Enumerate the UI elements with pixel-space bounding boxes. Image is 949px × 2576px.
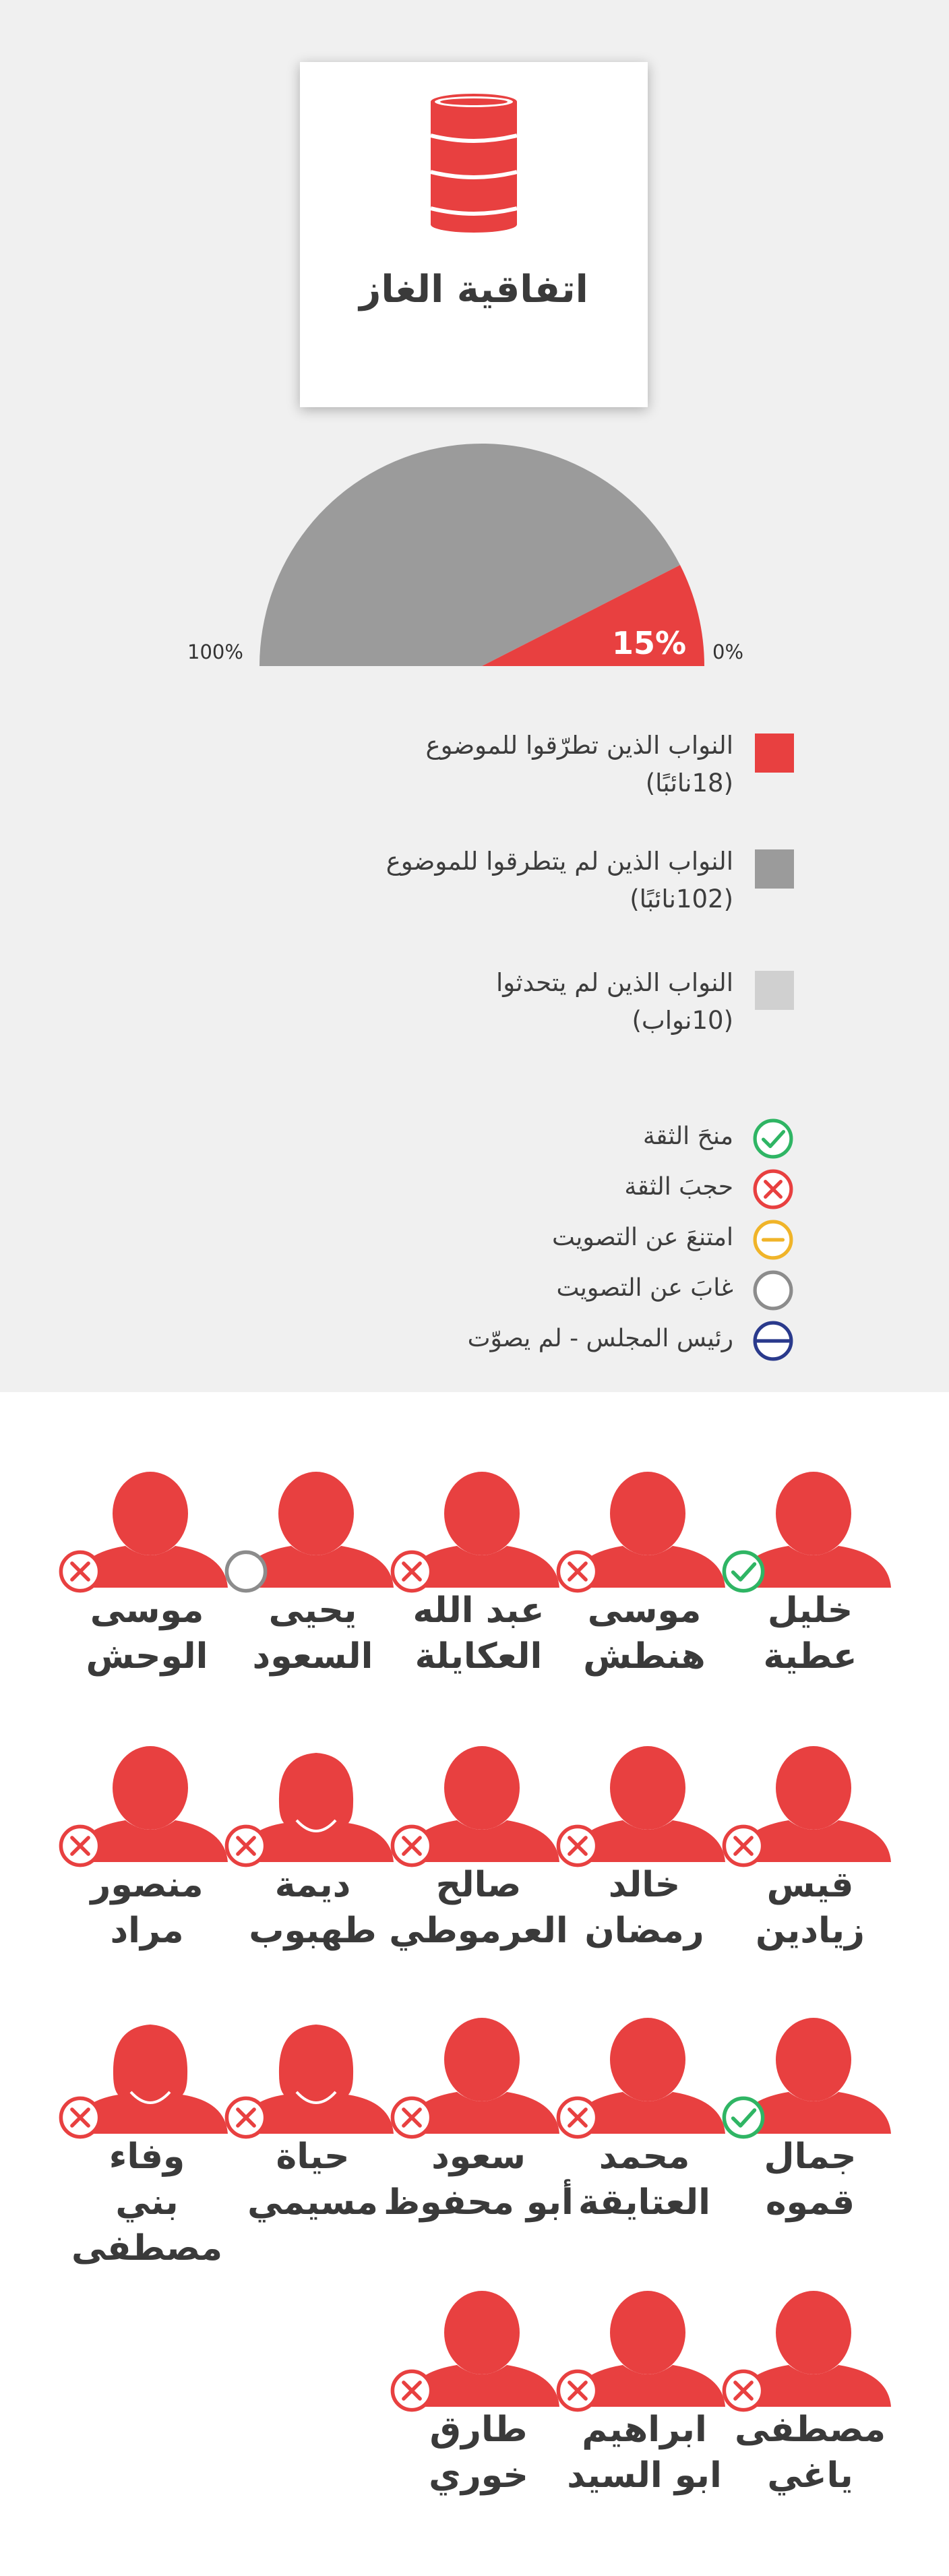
mp-first-name: مصطفى <box>734 2409 886 2450</box>
mp-card <box>66 1466 235 1709</box>
vote-key-item <box>262 1219 733 1259</box>
legend-count: (102نائبًا) <box>630 885 733 913</box>
mp-last-name: قموه <box>765 2182 855 2223</box>
mp-last-name: الوحش <box>86 1636 208 1677</box>
vote-key-item <box>262 1168 733 1209</box>
mp-last-name: عطية <box>763 1636 857 1677</box>
legend-label: النواب الذين لم يتحدثوا <box>495 968 733 997</box>
legend-swatch <box>755 971 794 1010</box>
mp-last-name: مسيمي <box>247 2182 378 2223</box>
mp-last-name: هنطش <box>583 1636 706 1677</box>
mp-first-name: منصور <box>90 1865 204 1905</box>
mp-last-name: ابو السيد <box>567 2455 722 2496</box>
legend-count: (18نائبًا) <box>645 769 733 798</box>
mp-last-name: السعود <box>252 1636 373 1677</box>
mp-card <box>729 2285 898 2528</box>
pie-axis-left-label: 100% <box>187 640 243 663</box>
mp-last-name: العكايلة <box>415 1636 543 1677</box>
legend-swatch <box>755 849 794 889</box>
mp-card <box>729 1741 898 1983</box>
mp-last-name: بني مصطفى <box>71 2182 223 2269</box>
mp-name <box>46 1588 248 1679</box>
mp-card <box>563 2012 732 2255</box>
mp-name <box>377 2407 580 2498</box>
legend-swatch <box>755 733 794 773</box>
mp-last-name: أبو محفوظ <box>384 2182 574 2223</box>
mp-first-name: قيس <box>766 1865 854 1905</box>
mp-card <box>66 2012 235 2269</box>
mp-first-name: موسى <box>90 1590 204 1631</box>
mp-first-name: محمد <box>599 2136 690 2177</box>
mp-card <box>389 1741 568 1983</box>
legend-label: النواب الذين لم يتطرقوا للموضوع <box>386 847 733 876</box>
mp-first-name: خليل <box>767 1590 853 1631</box>
half-pie-chart <box>182 431 762 674</box>
mp-card <box>398 2285 566 2528</box>
mp-last-name: مراد <box>110 1911 184 1951</box>
mp-last-name: رمضان <box>584 1911 704 1951</box>
oil-barrel-icon <box>421 92 526 234</box>
mp-first-name: صالح <box>435 1865 522 1905</box>
legend-count: (10نواب) <box>632 1006 733 1035</box>
mp-last-name: العتايقة <box>578 2182 710 2223</box>
minus-circle-icon <box>752 1219 794 1261</box>
vote-key-label: حجبَ الثقة <box>624 1173 733 1201</box>
mp-first-name: يحيى <box>268 1590 357 1631</box>
mp-card <box>398 1466 566 1709</box>
pie-slice-label: 15% <box>611 625 687 661</box>
line-circle-icon <box>752 1320 794 1362</box>
mp-last-name: خوري <box>429 2455 528 2496</box>
mp-card <box>232 1466 400 1709</box>
mp-first-name: ديمة <box>274 1865 351 1905</box>
vote-key-item <box>262 1320 733 1360</box>
mp-card <box>232 2012 400 2255</box>
mp-card <box>232 1741 400 1983</box>
mp-card <box>563 1466 732 1709</box>
mp-last-name: ياغي <box>767 2455 853 2496</box>
mp-card <box>729 1466 898 1709</box>
legend-item <box>221 964 733 1040</box>
mp-card <box>384 2012 574 2255</box>
mp-first-name: موسى <box>587 1590 702 1631</box>
pie-axis-right-label: 0% <box>712 640 744 663</box>
mp-first-name: حياة <box>276 2136 350 2177</box>
vote-key-label: رئيس المجلس - لم يصوّت <box>467 1325 733 1352</box>
empty-circle-icon <box>752 1269 794 1311</box>
mp-last-name: طهبوب <box>249 1911 377 1951</box>
mp-first-name: خالد <box>608 1865 681 1905</box>
mp-name <box>46 2134 248 2271</box>
mp-first-name: سعود <box>431 2136 526 2177</box>
mp-card <box>66 1741 235 1983</box>
cross-circle-icon <box>752 1168 794 1210</box>
legend-item <box>221 843 733 918</box>
vote-key-label: غابَ عن التصويت <box>556 1274 733 1302</box>
check-circle-icon <box>752 1118 794 1160</box>
vote-key-label: منحَ الثقة <box>642 1122 733 1150</box>
vote-key-item <box>262 1118 733 1158</box>
legend-label: النواب الذين تطرّقوا للموضوع <box>425 731 733 760</box>
mp-last-name: العرموطي <box>389 1911 568 1951</box>
mp-first-name: طارق <box>429 2409 528 2450</box>
vote-key-item <box>262 1269 733 1310</box>
mp-name <box>46 1862 248 1954</box>
mp-first-name: ابراهيم <box>582 2409 707 2450</box>
mp-card <box>563 2285 732 2528</box>
topic-title: اتفاقية الغاز <box>359 268 588 311</box>
mp-last-name: زيادين <box>756 1911 865 1951</box>
topic-card <box>300 62 648 407</box>
mp-card <box>729 2012 898 2255</box>
mp-card <box>563 1741 732 1983</box>
legend-item <box>221 727 733 802</box>
mp-first-name: وفاء <box>109 2136 185 2177</box>
mp-first-name: جمال <box>764 2136 857 2177</box>
vote-key-label: امتنعَ عن التصويت <box>552 1224 733 1251</box>
mp-first-name: عبد الله <box>412 1590 545 1631</box>
